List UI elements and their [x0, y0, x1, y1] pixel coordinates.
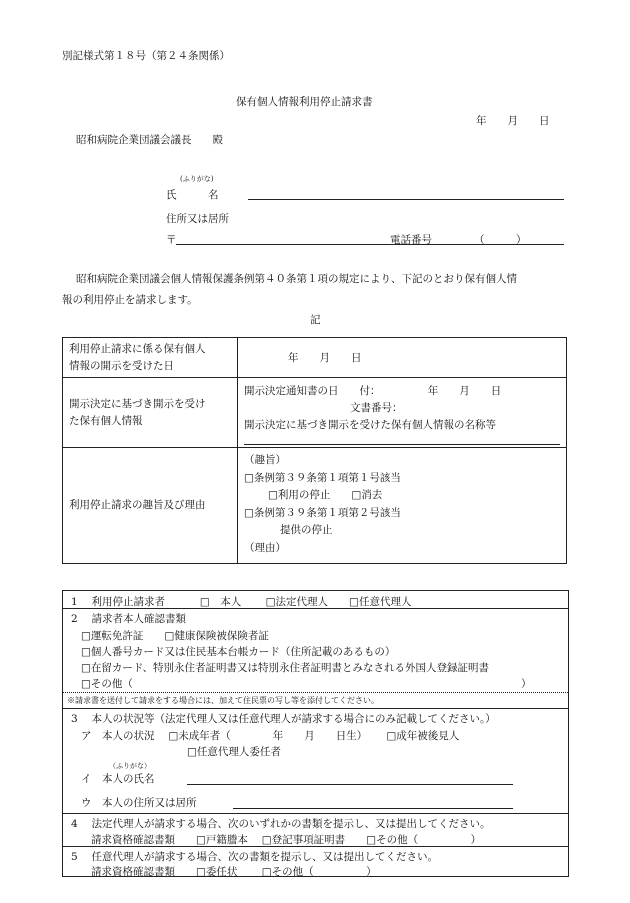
clause-1-checkbox[interactable]: □条例第３９条第１項第１号該当	[244, 471, 401, 484]
reason-heading: （理由）	[244, 541, 286, 554]
principal-status-options[interactable]: ア 本人の状況 □未成年者（ 年 月 日生） □成年被後見人	[81, 730, 460, 742]
form-number: 別記様式第１８号（第２４条関係）	[62, 50, 230, 62]
identity-doc-option[interactable]: □在留カード、特別永住者証明書又は特別永住者証明書とみなされる外国人登録証明書	[81, 662, 489, 674]
table-row	[63, 378, 567, 448]
phone-parens: （ ）	[474, 234, 527, 246]
notice-date-line: 開示決定通知書の日 付： 年 月 日	[244, 385, 502, 397]
identity-doc-other[interactable]: □その他（	[81, 678, 133, 690]
identity-doc-other-close: ）	[521, 678, 532, 690]
furigana-label: (ふりがな)	[180, 175, 214, 183]
disclosed-info-label	[63, 378, 238, 448]
legal-agent-docs[interactable]: 請求資格確認書類 □戸籍謄本 □登記事項証明書 □その他（ ）	[91, 834, 482, 846]
mail-note: ※請求書を送付して請求をする場合には、加えて住民票の写し等を添付してください。	[67, 696, 379, 705]
postal-mark: 〒	[166, 234, 177, 246]
principal-furigana-label: （ふりがな）	[109, 762, 151, 770]
principal-status-heading: 3 本人の状況等（法定代理人又は任意代理人が請求する場合にのみ記載してください。）	[71, 713, 496, 725]
label-line: 情報の開示を受けた日	[69, 359, 174, 372]
stop-use-erase-checkboxes[interactable]: □利用の停止 □消去	[268, 489, 383, 501]
body-line-2: 報の利用停止を請求します。	[62, 294, 198, 306]
divider	[63, 692, 568, 693]
legal-agent-heading: 4 法定代理人が請求する場合、次のいずれかの書類を提示し、又は提出してください。	[71, 818, 491, 830]
form-title: 保有個人情報利用停止請求書	[236, 96, 373, 108]
principal-name-label: イ 本人の氏名	[81, 773, 155, 785]
request-details-table	[62, 337, 567, 564]
purpose-heading: （趣旨）	[244, 454, 286, 466]
principal-address-field[interactable]	[233, 808, 513, 809]
label-line: た保有個人情報	[69, 414, 143, 427]
name-field[interactable]	[248, 199, 564, 200]
divider	[63, 608, 568, 609]
stop-provision-label: 提供の停止	[280, 524, 333, 536]
disclosure-date-cell[interactable]	[238, 338, 567, 378]
identity-doc-option[interactable]: □運転免許証 □健康保険被保険者証	[81, 630, 269, 642]
table-row	[63, 448, 567, 564]
address-label: 住所又は居所	[166, 213, 229, 225]
requester-type-row[interactable]: 1 利用停止請求者 □ 本人 □法定代理人 □任意代理人	[71, 596, 412, 608]
label-line: 利用停止請求に係る保有個人	[69, 342, 206, 355]
label-line: 利用停止請求の趣旨及び理由	[69, 499, 206, 511]
disclosure-date-value: 年 月 日	[288, 352, 362, 364]
table-row	[63, 338, 567, 378]
voluntary-agent-option[interactable]: □任意代理人委任者	[187, 746, 281, 758]
voluntary-agent-heading: 5 任意代理人が請求する場合、次の書類を提示し、又は提出してください。	[71, 851, 439, 863]
body-line-1: 昭和病院企業団議会個人情報保護条例第４０条第１項の規定により、下記のとおり保有個人情	[76, 273, 517, 285]
disclosed-info-cell[interactable]	[238, 378, 567, 448]
label-line: 開示決定に基づき開示を受け	[69, 397, 206, 410]
disclosure-date-label	[63, 338, 238, 378]
purpose-reason-cell[interactable]	[238, 448, 567, 564]
requester-info-table	[62, 590, 569, 877]
phone-label: 電話番号	[390, 234, 432, 246]
document-number-line: 文書番号：	[350, 402, 403, 414]
voluntary-agent-docs[interactable]: 請求資格確認書類 □委任状 □その他（ ）	[91, 866, 377, 878]
ki-label: 記	[310, 314, 321, 326]
principal-name-field[interactable]	[187, 784, 513, 785]
identity-doc-option[interactable]: □個人番号カード又は住民基本台帳カード（住所記載のあるもの）	[81, 646, 396, 658]
clause-2-checkbox[interactable]: □条例第３９条第１項第２号該当	[244, 506, 401, 519]
divider	[63, 846, 568, 847]
divider	[63, 708, 568, 709]
identity-docs-heading: 2 請求者本人確認書類	[71, 613, 187, 625]
info-name-field[interactable]	[244, 444, 560, 445]
divider	[63, 813, 568, 814]
principal-address-label: ウ 本人の住所又は居所	[81, 797, 197, 809]
info-name-line: 開示決定に基づき開示を受けた保有個人情報の名称等	[244, 419, 496, 431]
date-line[interactable]: 年 月 日	[476, 115, 550, 127]
addressee: 昭和病院企業団議会議長 殿	[76, 134, 223, 146]
name-label: 氏 名	[166, 189, 219, 201]
purpose-reason-label	[63, 448, 238, 564]
